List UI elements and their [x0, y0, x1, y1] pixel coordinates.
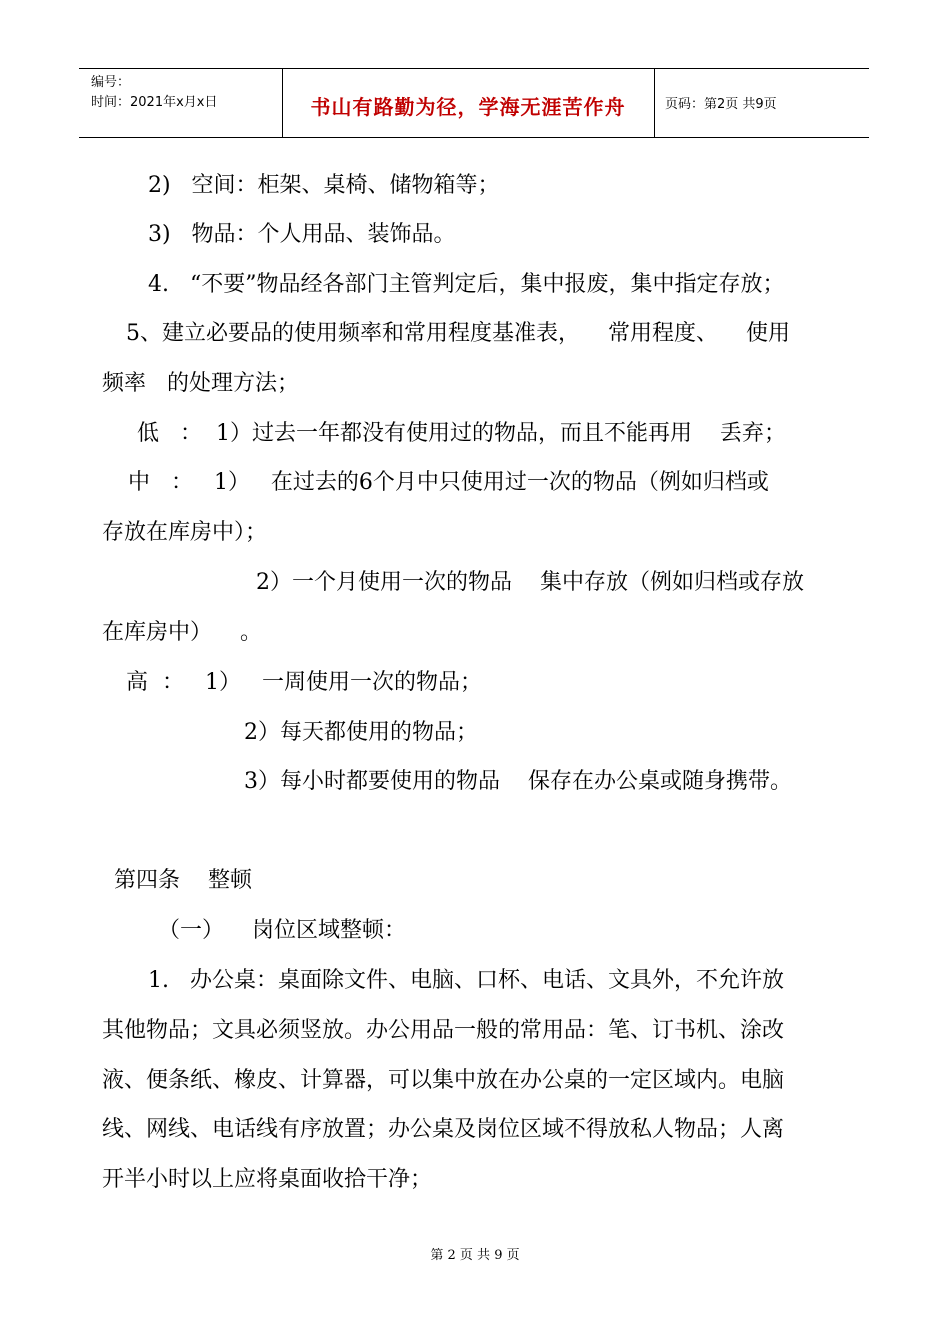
- paragraph-line: 高 ： 1） 一周使用一次的物品；: [126, 670, 482, 695]
- paragraph-line: 开半小时以上应将桌面收拾干净；: [102, 1167, 433, 1192]
- header-page-info: 页码：第2页 共9页: [665, 97, 777, 112]
- document-date: 时间：2021年x月x日: [91, 95, 218, 110]
- page-footer: 第 2 页 共 9 页: [430, 1248, 520, 1263]
- paragraph-line: 存放在库房中）；: [102, 520, 268, 545]
- paragraph-line: 在库房中） 。: [102, 620, 262, 645]
- paragraph-line: 2）一个月使用一次的物品 集中存放（例如归档或存放: [256, 570, 804, 595]
- paragraph-line: 1. 办公桌：桌面除文件、电脑、口杯、电话、文具外，不允许放: [148, 968, 784, 993]
- paragraph-line: 频率 的处理方法；: [102, 371, 299, 396]
- paragraph-line: 线、网线、电话线有序放置；办公桌及岗位区域不得放私人物品；人离: [102, 1117, 785, 1142]
- paragraph-line: 3) 物品：个人用品、装饰品。: [148, 222, 456, 247]
- section-heading: 第四条 整顿: [114, 868, 252, 893]
- paragraph-line: 中 ： 1） 在过去的6个月中只使用过一次的物品（例如归档或: [128, 470, 769, 495]
- paragraph-line: 液、便条纸、橡皮、计算器，可以集中放在办公桌的一定区域内。电脑: [102, 1068, 785, 1093]
- paragraph-line: 2）每天都使用的物品；: [244, 720, 478, 745]
- subsection-heading: （一） 岗位区域整顿：: [158, 918, 406, 943]
- paragraph-line: 2) 空间：柜架、桌椅、储物箱等；: [148, 173, 500, 198]
- paragraph-line: 3）每小时都要使用的物品 保存在办公桌或随身携带。: [244, 769, 792, 794]
- header-motto: 书山有路勤为径，学海无涯苦作舟: [310, 95, 626, 119]
- paragraph-line: 其他物品；文具必须竖放。办公用品一般的常用品：笔、订书机、涂改: [102, 1018, 785, 1043]
- paragraph-line: 5、建立必要品的使用频率和常用程度基准表， 常用程度、 使用: [126, 321, 790, 346]
- paragraph-line: 4. “不要”物品经各部门主管判定后，集中报废，集中指定存放；: [148, 272, 785, 297]
- document-number-label: 编号：: [91, 75, 131, 90]
- paragraph-line: 低 ： 1）过去一年都没有使用过的物品，而且不能再用 丢弃；: [137, 421, 786, 446]
